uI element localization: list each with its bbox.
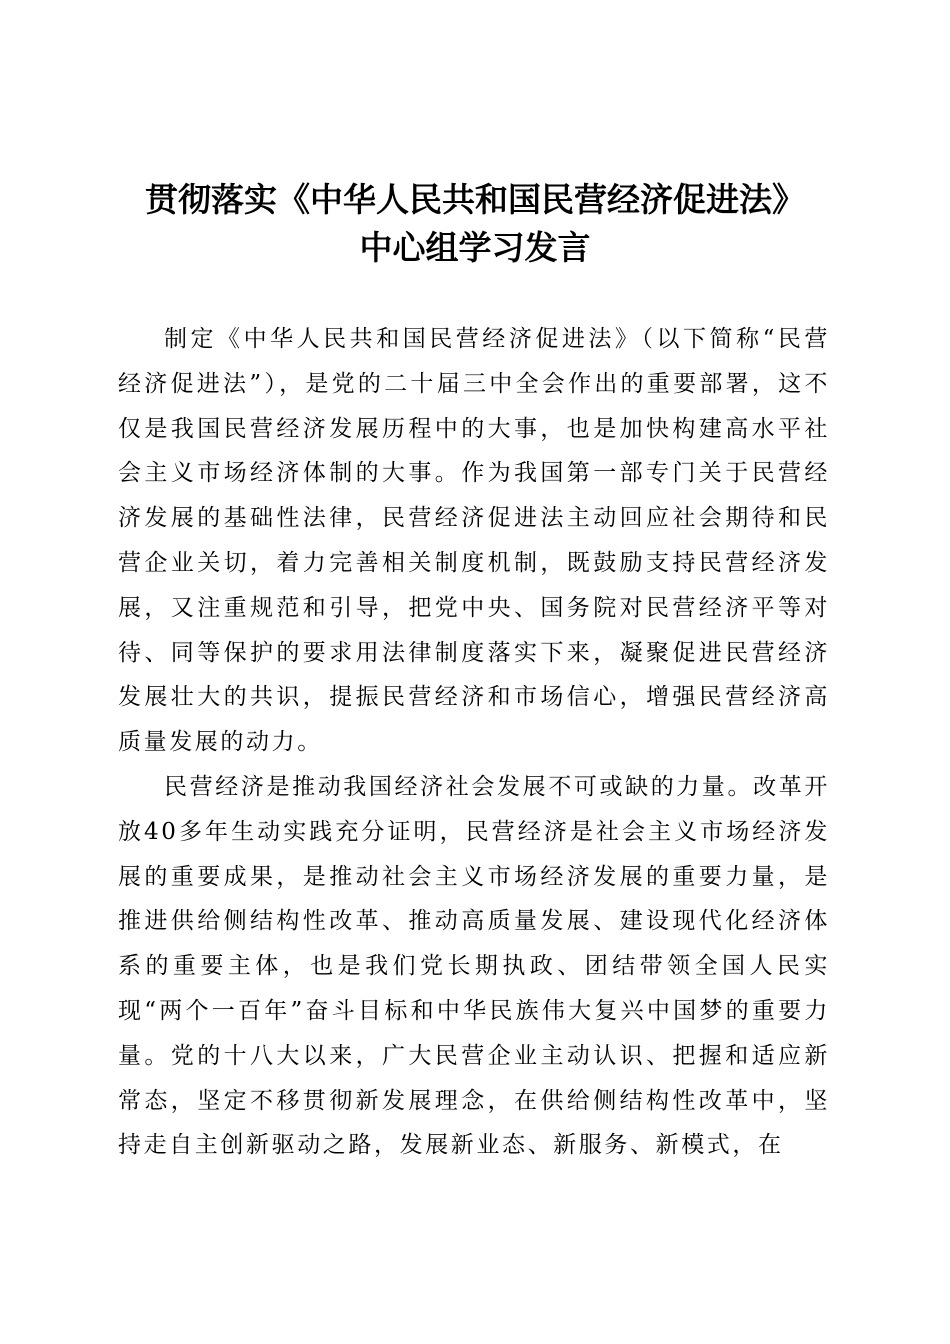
paragraph-2: 民营经济是推动我国经济社会发展不可或缺的力量。改革开放40多年生动实践充分证明，民营经济是社会主义市场经济发展的重要成果，是推动社会主义市场经济发展的重要力量，是推进供给侧结构性改革、推动高质量发展、建设现代化经济体系的重要主体，也是我们党长期执政、团结带领全国人民实现“两个一百年”奋斗目标和中华民族伟大复兴中国梦的重要力量。党的十八大以来，广大民营企业主动认识、把握和适应新常态，坚定不移贯彻新发展理念，在供给侧结构性改革中，坚持走自主创新驱动之路，发展新业态、新服务、新模式，在 bbox=[118, 773, 830, 1159]
paragraph-1: 制定《中华人民共和国民营经济促进法》（以下简称“民营经济促进法”），是党的二十届三中全会作出的重要部署，这不仅是我国民营经济发展历程中的大事，也是加快构建高水平社会主义市场经济体制的大事。作为我国第一部专门关于民营经济发展的基础性法律，民营经济促进法主动回应社会期待和民营企业关切，着力完善相关制度机制，既鼓励支持民营经济发展，又注重规范和引导，把党中央、国务院对民营经济平等对待、同等保护的要求用法律制度落实下来，凝聚促进民营经济发展壮大的共识，提振民营经济和市场信心，增强民营经济高质量发展的动力。 bbox=[118, 326, 830, 756]
document-body bbox=[118, 317, 830, 1168]
title-line-1: 贯彻落实《中华人民共和国民营经济促进法》 bbox=[145, 180, 805, 219]
document-title bbox=[100, 176, 850, 272]
title-line-2: 中心组学习发言 bbox=[359, 228, 591, 267]
